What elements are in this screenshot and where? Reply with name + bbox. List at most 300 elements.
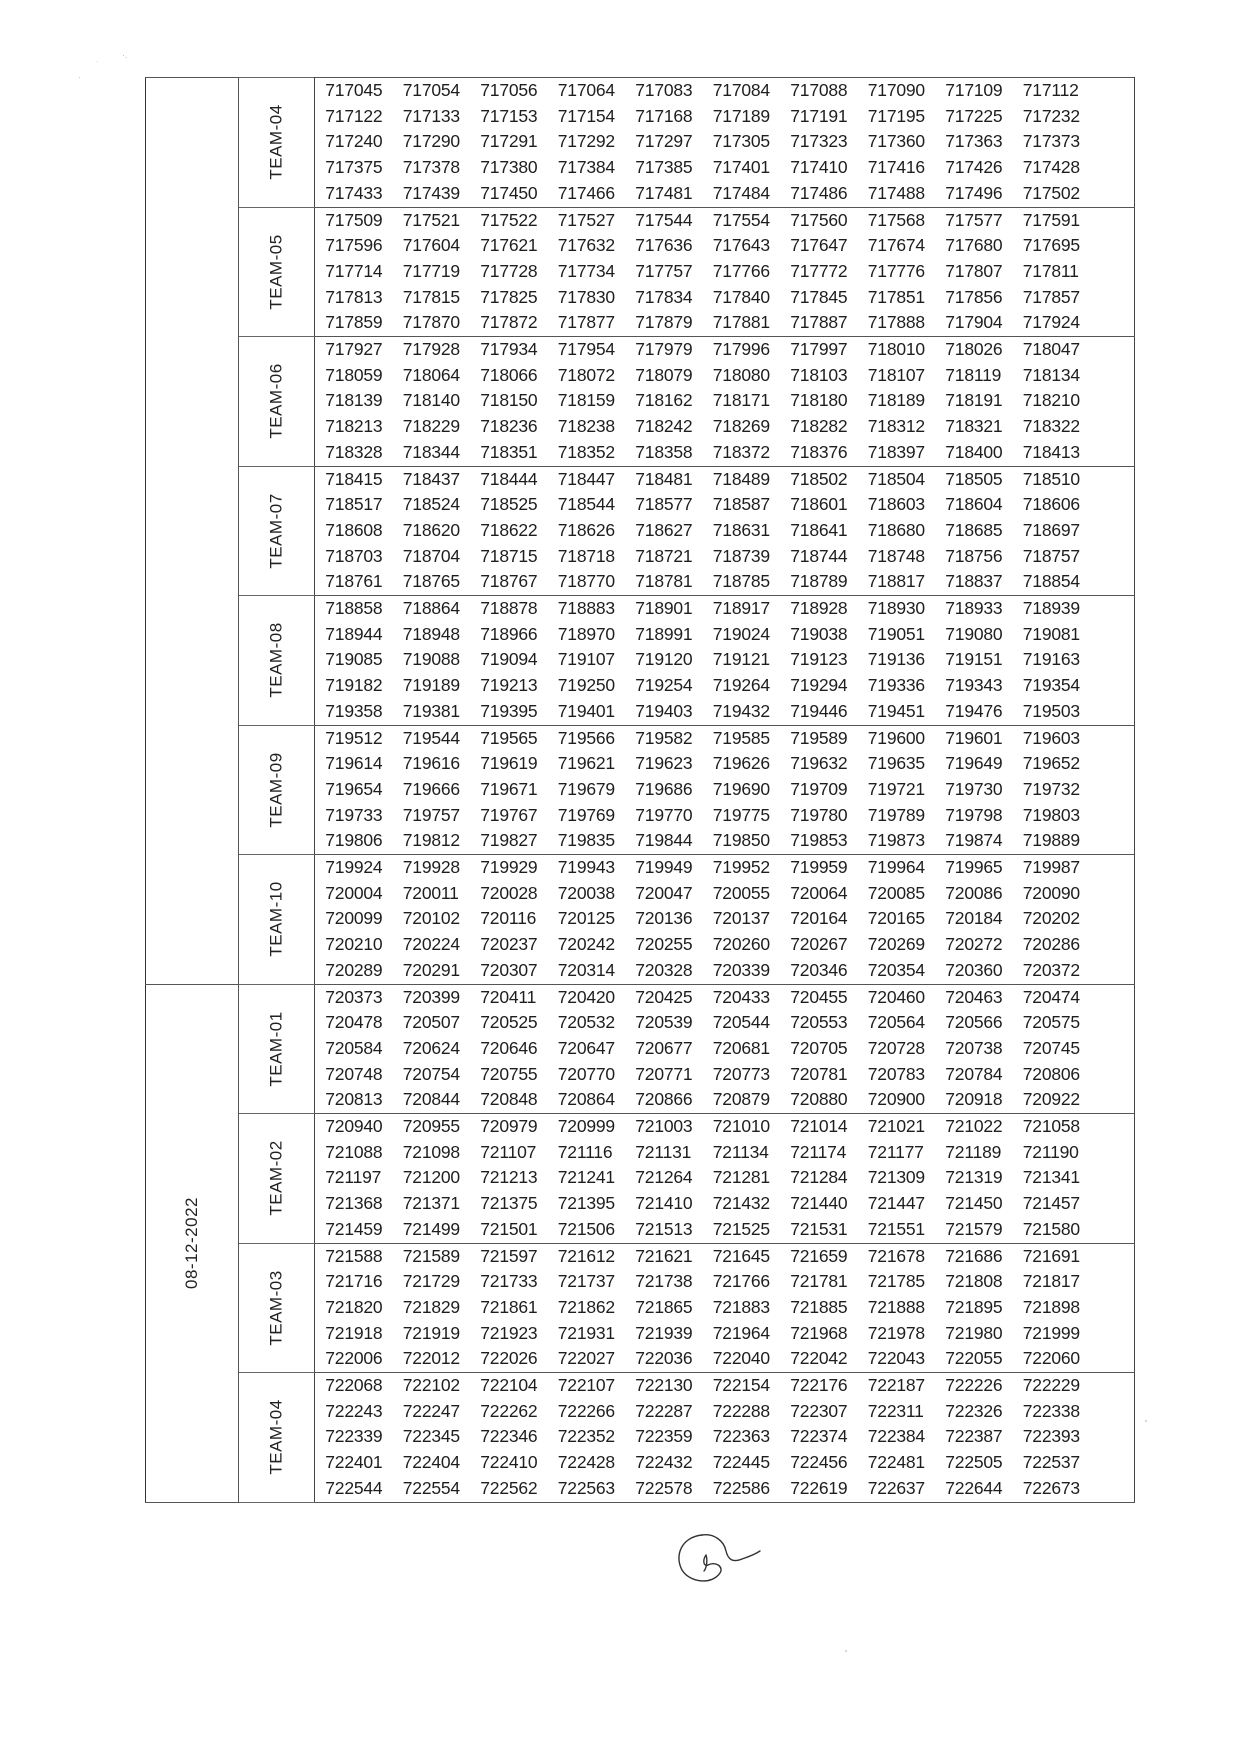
roll-number: 718139 [325, 390, 383, 411]
roll-number: 720553 [790, 1012, 848, 1033]
roll-number: 718162 [635, 390, 693, 411]
team-label: TEAM-10 [266, 881, 286, 957]
roll-number: 719600 [867, 727, 925, 748]
roll-number: 717927 [325, 339, 383, 360]
scan-speck [1145, 1420, 1147, 1422]
roll-number: 717888 [867, 312, 925, 333]
roll-number: 720399 [402, 986, 460, 1007]
roll-number: 718413 [1022, 441, 1080, 462]
roll-number: 717544 [635, 209, 693, 230]
roll-number: 717433 [325, 182, 383, 203]
roll-number: 717757 [635, 260, 693, 281]
roll-number: 717591 [1022, 209, 1080, 230]
roll-number: 717054 [402, 80, 460, 101]
roll-number: 718189 [867, 390, 925, 411]
roll-number: 717621 [480, 235, 538, 256]
roll-number: 717291 [480, 131, 538, 152]
roll-number: 717881 [712, 312, 770, 333]
roll-number: 722404 [402, 1452, 460, 1473]
roll-number: 722176 [790, 1375, 848, 1396]
roll-number-grid [315, 1244, 1134, 1372]
roll-number: 719566 [557, 727, 615, 748]
roll-number: 722562 [480, 1477, 538, 1498]
roll-number: 720420 [557, 986, 615, 1007]
roll-number: 720125 [557, 908, 615, 929]
roll-number: 722266 [557, 1400, 615, 1421]
roll-number: 720848 [480, 1089, 538, 1110]
team-group-row [146, 725, 1135, 855]
roll-number: 720463 [945, 986, 1003, 1007]
team-group-row [146, 855, 1135, 985]
team-label: TEAM-04 [266, 1399, 286, 1475]
team-label: TEAM-03 [266, 1270, 286, 1346]
roll-number: 717928 [402, 339, 460, 360]
roll-number: 719943 [557, 857, 615, 878]
roll-number: 720411 [480, 986, 537, 1007]
roll-number: 722307 [790, 1400, 848, 1421]
roll-number: 720328 [635, 959, 693, 980]
roll-number: 717807 [945, 260, 1003, 281]
roll-number: 721003 [635, 1116, 693, 1137]
roll-number: 721918 [325, 1322, 383, 1343]
roll-number: 717297 [635, 131, 693, 152]
roll-number: 719081 [1022, 623, 1080, 644]
roll-number: 722026 [480, 1348, 538, 1369]
roll-number: 718627 [635, 519, 693, 540]
roll-number: 719601 [945, 727, 1003, 748]
roll-number: 722637 [867, 1477, 925, 1498]
roll-number: 722505 [945, 1452, 1003, 1473]
roll-number: 717560 [790, 209, 848, 230]
roll-number: 718685 [945, 519, 1003, 540]
roll-number: 717486 [790, 182, 848, 203]
roll-number: 720460 [867, 986, 925, 1007]
roll-number: 721088 [325, 1141, 383, 1162]
roll-number: 721319 [945, 1167, 1003, 1188]
roll-number: 721014 [790, 1116, 848, 1137]
roll-number: 717401 [712, 157, 770, 178]
team-group-row [146, 1373, 1135, 1503]
roll-number: 719827 [480, 830, 538, 851]
team-cell [238, 725, 314, 855]
team-group-row [146, 596, 1135, 726]
roll-number: 718059 [325, 364, 383, 385]
roll-number: 717674 [867, 235, 925, 256]
roll-number: 717680 [945, 235, 1003, 256]
roll-number: 719730 [945, 778, 1003, 799]
roll-number: 721865 [635, 1296, 693, 1317]
roll-number: 721341 [1022, 1167, 1080, 1188]
roll-number-grid [315, 337, 1134, 465]
roll-number: 718080 [712, 364, 770, 385]
roll-number: 722226 [945, 1375, 1003, 1396]
roll-number: 717426 [945, 157, 1003, 178]
roll-number: 717851 [867, 286, 925, 307]
roll-number: 722247 [402, 1400, 460, 1421]
roll-number: 720474 [1022, 986, 1080, 1007]
roll-number: 718510 [1022, 468, 1080, 489]
roll-number: 721579 [945, 1218, 1003, 1239]
roll-number: 722586 [712, 1477, 770, 1498]
roll-number: 717825 [480, 286, 538, 307]
roll-number: 720748 [325, 1063, 383, 1084]
team-cell [238, 466, 314, 596]
roll-number: 719565 [480, 727, 538, 748]
roll-number: 718626 [557, 519, 615, 540]
roll-number: 718970 [557, 623, 615, 644]
roll-number: 719844 [635, 830, 693, 851]
roll-number: 719403 [635, 700, 693, 721]
roll-number: 721980 [945, 1322, 1003, 1343]
roll-number: 722311 [867, 1400, 924, 1421]
roll-number: 719120 [635, 649, 693, 670]
roll-number: 722619 [790, 1477, 848, 1498]
roll-number: 721309 [867, 1167, 925, 1188]
roll-numbers-cell [315, 1373, 1135, 1503]
roll-number: 720647 [557, 1037, 615, 1058]
roll-number: 719213 [480, 675, 538, 696]
roll-number-grid [315, 1114, 1134, 1242]
roll-number: 721281 [712, 1167, 770, 1188]
roll-number: 719250 [557, 675, 615, 696]
roll-number: 720900 [867, 1089, 925, 1110]
roll-number: 720806 [1022, 1063, 1080, 1084]
roll-number: 721888 [867, 1296, 925, 1317]
roll-number: 721375 [480, 1193, 538, 1214]
roll-number: 719623 [635, 753, 693, 774]
roll-number: 721862 [557, 1296, 615, 1317]
roll-number: 719614 [325, 753, 383, 774]
roll-number: 718789 [790, 571, 848, 592]
roll-number: 722040 [712, 1348, 770, 1369]
roll-number: 720202 [1022, 908, 1080, 929]
team-label: TEAM-06 [266, 363, 286, 439]
roll-number: 717997 [790, 339, 848, 360]
roll-number: 719835 [557, 830, 615, 851]
team-cell [238, 1243, 314, 1373]
roll-number: 720346 [790, 959, 848, 980]
roll-number: 719446 [790, 700, 848, 721]
roll-number: 717636 [635, 235, 693, 256]
roll-number: 722068 [325, 1375, 383, 1396]
roll-number: 718010 [867, 339, 925, 360]
roll-number: 722393 [1022, 1426, 1080, 1447]
roll-number: 722554 [402, 1477, 460, 1498]
roll-number: 718948 [402, 623, 460, 644]
roll-number: 719354 [1022, 675, 1080, 696]
roll-number: 722130 [635, 1375, 693, 1396]
roll-number: 720575 [1022, 1012, 1080, 1033]
roll-number: 718620 [402, 519, 460, 540]
roll-number: 717813 [325, 286, 383, 307]
roll-number: 720564 [867, 1012, 925, 1033]
roll-number: 717568 [867, 209, 925, 230]
roll-number: 718502 [790, 468, 848, 489]
roll-number: 718352 [557, 441, 615, 462]
roll-number: 721525 [712, 1218, 770, 1239]
roll-number: 718817 [867, 571, 925, 592]
roll-number: 721371 [402, 1193, 460, 1214]
roll-number: 719654 [325, 778, 383, 799]
roll-number: 721931 [557, 1322, 615, 1343]
roll-number: 720291 [402, 959, 460, 980]
roll-number: 721964 [712, 1322, 770, 1343]
team-group-row [146, 207, 1135, 337]
roll-number: 717502 [1022, 182, 1080, 203]
roll-number: 717647 [790, 235, 848, 256]
roll-number: 717845 [790, 286, 848, 307]
roll-number: 718481 [635, 468, 693, 489]
roll-number: 718641 [790, 519, 848, 540]
roll-number: 720038 [557, 882, 615, 903]
roll-number: 721612 [557, 1245, 615, 1266]
roll-number: 722104 [480, 1375, 538, 1396]
roll-number: 719544 [402, 727, 460, 748]
roll-number: 721923 [480, 1322, 538, 1343]
roll-number: 717877 [557, 312, 615, 333]
roll-number: 721058 [1022, 1116, 1080, 1137]
roll-number: 717604 [402, 235, 460, 256]
roll-number: 720922 [1022, 1089, 1080, 1110]
roll-number: 718171 [712, 390, 770, 411]
roll-number: 717056 [480, 80, 538, 101]
roll-number: 720681 [712, 1037, 770, 1058]
roll-number: 720754 [402, 1063, 460, 1084]
roll-number: 721589 [402, 1245, 460, 1266]
roll-number: 722346 [480, 1426, 538, 1447]
roll-number: 720136 [635, 908, 693, 929]
roll-number: 720624 [402, 1037, 460, 1058]
roll-number: 719952 [712, 857, 770, 878]
roll-number: 718744 [790, 545, 848, 566]
roll-number: 717384 [557, 157, 615, 178]
roll-number: 718858 [325, 598, 383, 619]
roll-number: 719503 [1022, 700, 1080, 721]
roll-number: 717830 [557, 286, 615, 307]
roll-number: 720677 [635, 1037, 693, 1058]
roll-number: 718328 [325, 441, 383, 462]
roll-number: 717488 [867, 182, 925, 203]
roll-number: 721808 [945, 1271, 1003, 1292]
roll-number: 719806 [325, 830, 383, 851]
roll-number: 720314 [557, 959, 615, 980]
roll-number: 719666 [402, 778, 460, 799]
roll-number: 719964 [867, 857, 925, 878]
roll-number: 719476 [945, 700, 1003, 721]
team-group-row [146, 337, 1135, 467]
roll-number: 718107 [867, 364, 925, 385]
roll-number: 717290 [402, 131, 460, 152]
roll-number: 719603 [1022, 727, 1080, 748]
roll-number: 720055 [712, 882, 770, 903]
roll-number: 721580 [1022, 1218, 1080, 1239]
roll-number: 718140 [402, 390, 460, 411]
roll-number: 721691 [1022, 1245, 1080, 1266]
roll-number: 718704 [402, 545, 460, 566]
roll-number: 717815 [402, 286, 460, 307]
roll-number: 722042 [790, 1348, 848, 1369]
roll-number: 721450 [945, 1193, 1003, 1214]
roll-number: 717734 [557, 260, 615, 281]
roll-number: 717521 [402, 209, 460, 230]
roll-number: 717378 [402, 157, 460, 178]
roll-number: 719107 [557, 649, 615, 670]
roll-number: 721213 [480, 1167, 538, 1188]
roll-number: 721885 [790, 1296, 848, 1317]
roll-number: 718358 [635, 441, 693, 462]
roll-number: 717766 [712, 260, 770, 281]
roll-number: 717428 [1022, 157, 1080, 178]
roll-number: 718524 [402, 494, 460, 515]
roll-number: 720339 [712, 959, 770, 980]
roll-number: 721716 [325, 1271, 383, 1292]
roll-number: 722374 [790, 1426, 848, 1447]
roll-number: 720784 [945, 1063, 1003, 1084]
team-label: TEAM-08 [266, 622, 286, 698]
roll-number: 717232 [1022, 105, 1080, 126]
roll-number: 720116 [480, 908, 537, 929]
roll-number: 721659 [790, 1245, 848, 1266]
roll-number: 721021 [867, 1116, 925, 1137]
roll-number: 717509 [325, 209, 383, 230]
team-group-row [146, 1243, 1135, 1373]
roll-number: 719123 [790, 649, 848, 670]
roll-number: 722432 [635, 1452, 693, 1473]
roll-number: 719959 [790, 857, 848, 878]
roll-number: 718631 [712, 519, 770, 540]
signature-icon [672, 1525, 772, 1595]
scan-speck [845, 1650, 847, 1652]
roll-number: 717375 [325, 157, 383, 178]
team-label: TEAM-04 [266, 104, 286, 180]
roll-number: 717996 [712, 339, 770, 360]
roll-number: 721785 [867, 1271, 925, 1292]
roll-number: 722262 [480, 1400, 538, 1421]
roll-number: 721457 [1022, 1193, 1080, 1214]
roll-number: 717240 [325, 131, 383, 152]
roll-number: 720566 [945, 1012, 1003, 1033]
team-group-row [146, 466, 1135, 596]
roll-number: 719051 [867, 623, 925, 644]
roll-number: 720544 [712, 1012, 770, 1033]
roll-number: 720286 [1022, 934, 1080, 955]
roll-number: 720738 [945, 1037, 1003, 1058]
roll-number: 717859 [325, 312, 383, 333]
roll-numbers-cell [315, 78, 1135, 208]
roll-number: 718119 [945, 364, 1002, 385]
roll-number: 720210 [325, 934, 383, 955]
roll-number: 721459 [325, 1218, 383, 1239]
roll-number: 718680 [867, 519, 925, 540]
roll-number: 720646 [480, 1037, 538, 1058]
roll-number: 718064 [402, 364, 460, 385]
roll-number: 717870 [402, 312, 460, 333]
roll-number: 720745 [1022, 1037, 1080, 1058]
roll-number: 718837 [945, 571, 1003, 592]
roll-number: 718939 [1022, 598, 1080, 619]
roll-number: 717373 [1022, 131, 1080, 152]
roll-number: 722006 [325, 1348, 383, 1369]
roll-number: 718236 [480, 416, 538, 437]
roll-number: 722287 [635, 1400, 693, 1421]
roll-number: 718718 [557, 545, 615, 566]
roll-number: 718415 [325, 468, 383, 489]
roll-number: 719850 [712, 830, 770, 851]
roll-number: 718103 [790, 364, 848, 385]
roll-number: 718372 [712, 441, 770, 462]
roll-number: 717088 [790, 80, 848, 101]
roll-number: 720532 [557, 1012, 615, 1033]
roll-number: 721134 [712, 1141, 769, 1162]
roll-number: 718757 [1022, 545, 1080, 566]
team-group-row [146, 1114, 1135, 1244]
roll-number: 718739 [712, 545, 770, 566]
roll-number: 720584 [325, 1037, 383, 1058]
roll-number: 721939 [635, 1322, 693, 1343]
roll-number: 717632 [557, 235, 615, 256]
roll-number: 718517 [325, 494, 383, 515]
roll-number: 722363 [712, 1426, 770, 1447]
roll-number: 721737 [557, 1271, 615, 1292]
roll-number: 720773 [712, 1063, 770, 1084]
roll-number: 720184 [945, 908, 1003, 929]
roll-number: 717856 [945, 286, 1003, 307]
roll-number: 717154 [557, 105, 615, 126]
roll-number: 718376 [790, 441, 848, 462]
roll-numbers-cell [315, 337, 1135, 467]
roll-number: 720086 [945, 882, 1003, 903]
roll-number: 720979 [480, 1116, 538, 1137]
roll-number: 720813 [325, 1089, 383, 1110]
roll-number: 717934 [480, 339, 538, 360]
roll-number: 717596 [325, 235, 383, 256]
roll-number-grid [315, 1373, 1134, 1501]
roll-number: 722544 [325, 1477, 383, 1498]
roll-number: 721733 [480, 1271, 538, 1292]
roll-number: 719853 [790, 830, 848, 851]
roll-number: 720455 [790, 986, 848, 1007]
team-cell [238, 78, 314, 208]
roll-number: 720525 [480, 1012, 538, 1033]
roll-number: 718229 [402, 416, 460, 437]
roll-number: 721200 [402, 1167, 460, 1188]
roll-number: 717195 [867, 105, 925, 126]
roll-number: 721829 [402, 1296, 460, 1317]
roll-number-grid [315, 467, 1134, 595]
roll-number: 719721 [867, 778, 925, 799]
roll-number: 719512 [325, 727, 383, 748]
roll-number: 719585 [712, 727, 770, 748]
roll-number: 721597 [480, 1245, 538, 1266]
roll-number: 718047 [1022, 339, 1080, 360]
roll-number: 721766 [712, 1271, 770, 1292]
roll-number: 719770 [635, 804, 693, 825]
roll-number: 722154 [712, 1375, 770, 1396]
roll-number: 719254 [635, 675, 693, 696]
roll-number: 722107 [557, 1375, 615, 1396]
roll-number: 722027 [557, 1348, 615, 1369]
roll-number-grid [315, 208, 1134, 336]
roll-number: 719182 [325, 675, 383, 696]
roll-number: 719873 [867, 830, 925, 851]
roll-number: 717577 [945, 209, 1003, 230]
roll-number: 721621 [635, 1245, 693, 1266]
roll-number: 719094 [480, 649, 538, 670]
roll-number: 721645 [712, 1245, 770, 1266]
roll-numbers-cell [315, 725, 1135, 855]
roll-number: 718608 [325, 519, 383, 540]
roll-number: 718781 [635, 571, 693, 592]
